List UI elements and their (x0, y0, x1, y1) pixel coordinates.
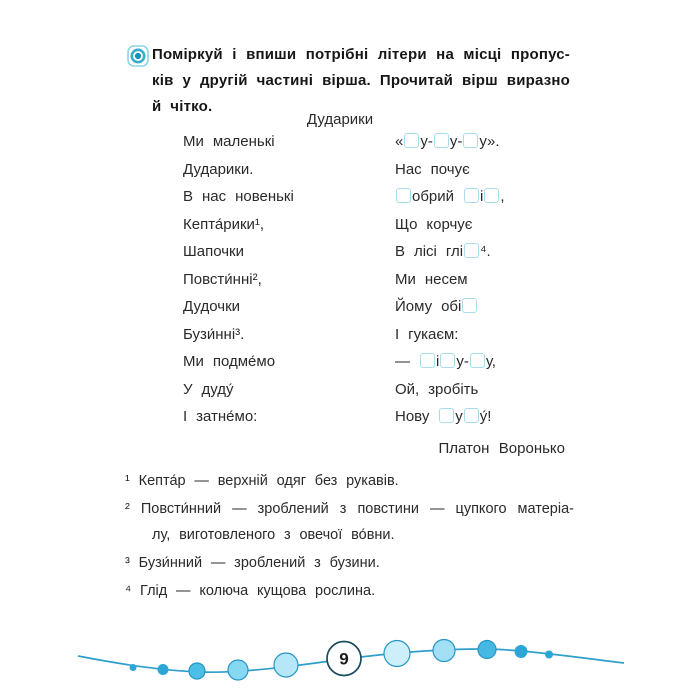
poem-text: В нас новенькі (183, 188, 294, 205)
poem-text: у- (449, 133, 463, 150)
letter-input-box[interactable] (464, 188, 479, 203)
poem-line-right (395, 216, 570, 233)
poem-text: Ми подме́мо (183, 353, 276, 370)
poem-line-left (183, 216, 395, 233)
poem-line-left (183, 271, 395, 288)
poem-line-right (395, 188, 570, 205)
poem-text: У дуду́ (183, 380, 234, 398)
footnotes-block (125, 468, 574, 606)
footnote-line: ⁴ Глід — колюча кущова рослина. (125, 583, 376, 599)
letter-input-box[interactable] (440, 353, 455, 368)
poem-line-left (183, 133, 395, 150)
poem-text: і (435, 353, 440, 370)
footnote (125, 468, 574, 494)
poem-text: у́! (479, 408, 492, 425)
target-bullet-icon (127, 45, 149, 67)
task-instruction-line: ків у другій частині вірша. Прочитай вірш виразно (152, 72, 570, 89)
poem-row (183, 216, 570, 244)
poem-text: у- (420, 133, 433, 150)
poem-line-right (395, 133, 570, 150)
poem-text: І затне́мо: (183, 408, 258, 425)
poem-line-right (395, 271, 570, 288)
wave-dot (130, 664, 137, 671)
task-block (127, 42, 570, 120)
wave-dot (545, 651, 553, 659)
poem-row (183, 271, 570, 299)
poem-text: В лісі глі (395, 243, 464, 260)
poem-text: Шапочки (183, 243, 244, 260)
letter-input-box[interactable] (439, 408, 454, 423)
poem-row (183, 133, 570, 161)
task-instruction (152, 42, 570, 120)
wave-dot (274, 653, 298, 677)
poem-text: у- (456, 353, 469, 370)
poem-text: у». (479, 133, 500, 150)
poem-text: Ой, зробіть (395, 380, 479, 398)
poem-row (183, 408, 570, 436)
poem-line-left (183, 326, 395, 343)
poem-row (183, 243, 570, 271)
wave-dot (515, 645, 528, 658)
letter-input-box[interactable] (396, 188, 411, 203)
poem-text: Повсти́нні², (183, 270, 262, 288)
poem-text: « (395, 133, 404, 150)
wave-dot (478, 641, 496, 659)
page-number: 9 (339, 649, 349, 669)
poem-body (183, 133, 570, 436)
poem-row (183, 353, 570, 381)
poem-line-left (183, 408, 395, 425)
letter-input-box[interactable] (434, 133, 449, 148)
footnote (125, 578, 574, 604)
poem-line-left (183, 381, 395, 398)
poem-text: Дудочки (183, 298, 241, 315)
footnote (125, 496, 574, 548)
wave-dot (384, 641, 410, 667)
poem-line-right (395, 243, 570, 260)
task-instruction-line: Поміркуй і впиши потрібні літери на місці пропус- (152, 46, 570, 63)
poem-text: Йому обі (395, 298, 462, 315)
poem-line-right (395, 326, 570, 343)
poem-text: І гукаєм: (395, 325, 459, 343)
poem-line-left (183, 243, 395, 260)
letter-input-box[interactable] (470, 353, 485, 368)
letter-input-box[interactable] (464, 243, 479, 258)
wave-dot (228, 660, 248, 680)
poem-text: Що корчує (395, 215, 473, 233)
wave-dot (433, 640, 455, 662)
poem-row (183, 381, 570, 409)
poem-text: ⁴. (480, 243, 491, 260)
letter-input-box[interactable] (420, 353, 435, 368)
poem-row (183, 298, 570, 326)
footnote-line: лу, виготовленого з овечої во́вни. (152, 527, 395, 543)
letter-input-box[interactable] (463, 133, 478, 148)
task-instruction-line: й чітко. (152, 98, 213, 115)
letter-input-box[interactable] (462, 298, 477, 313)
poem-title: Дударики (306, 111, 374, 128)
poem-text: Кепта́рики¹, (183, 215, 265, 233)
footnote-line: ¹ Кепта́р — верхній одяг без рукавів. (125, 473, 399, 489)
poem-text: Дударики. (183, 160, 254, 178)
poem-text: Ми несем (395, 270, 468, 288)
poem-line-left (183, 298, 395, 315)
footnote-line: ³ Бузи́нний — зроблений з бузини. (125, 555, 380, 571)
poem-text: Нову (395, 408, 439, 425)
wave-dot (158, 664, 169, 675)
poem-line-left (183, 188, 395, 205)
poem-text: у, (485, 353, 496, 370)
poem-text: Нас почує (395, 160, 470, 178)
poem-line-left (183, 353, 395, 370)
poem-row (183, 326, 570, 354)
poem-line-right (395, 353, 570, 370)
footnote (125, 550, 574, 576)
wave-dot (189, 663, 205, 679)
poem-line-left (183, 161, 395, 178)
poem-line-right (395, 381, 570, 398)
poem-line-right (395, 298, 570, 315)
letter-input-box[interactable] (484, 188, 499, 203)
poem-row (183, 161, 570, 189)
poem-row (183, 188, 570, 216)
poem-text: у (455, 408, 463, 425)
poem-line-right (395, 161, 570, 178)
poem-author: Платон Воронько (438, 440, 565, 457)
footnote-line: ² Повсти́нний — зроблений з повстини — цупкого матеріа- (125, 501, 574, 517)
poem-text: обрий (412, 188, 464, 205)
poem-text: Бузи́нні³. (183, 325, 245, 343)
poem-line-right (395, 408, 570, 425)
poem-text: , (500, 188, 505, 205)
letter-input-box[interactable] (404, 133, 419, 148)
footer-wave-decoration (0, 636, 700, 700)
poem-text: — (395, 353, 419, 370)
letter-input-box[interactable] (464, 408, 479, 423)
poem-text: Ми маленькі (183, 133, 275, 150)
poem-text: і (480, 188, 484, 205)
